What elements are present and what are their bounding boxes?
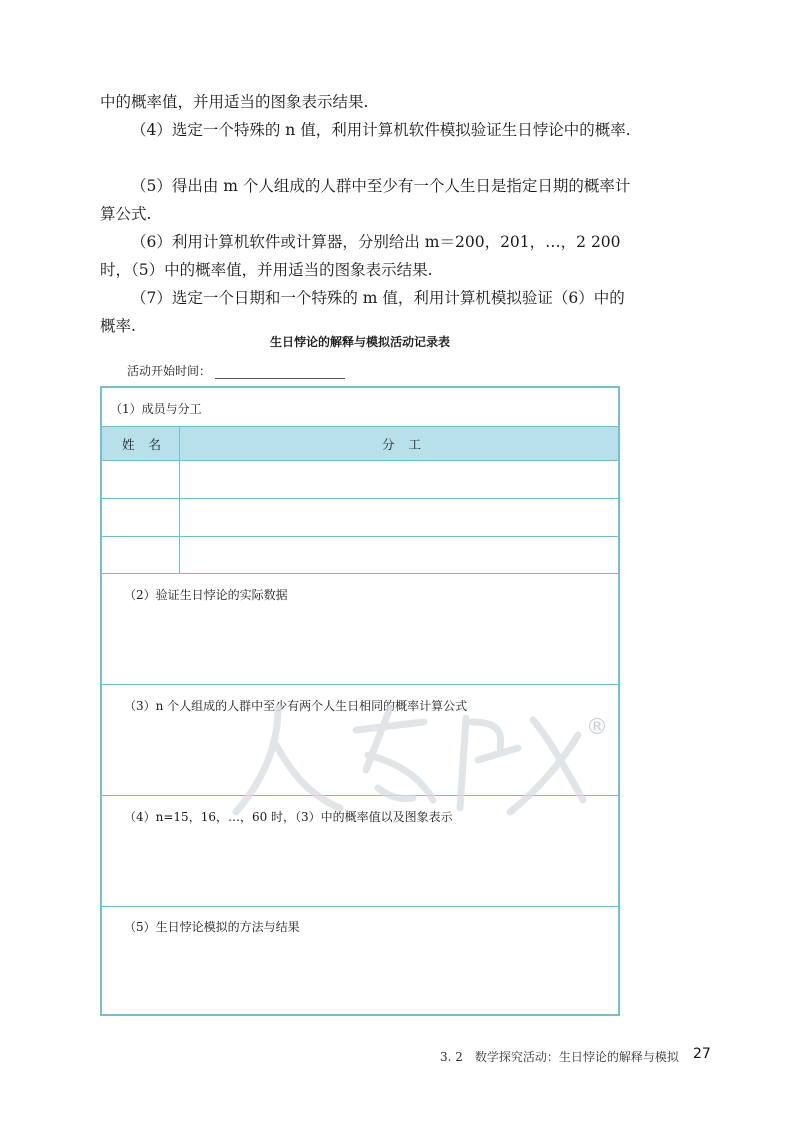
member-task-cell[interactable] (180, 537, 618, 573)
footer-section-title: 3. 2 数学探究活动：生日悖论的解释与模拟 (440, 1050, 679, 1064)
paragraph-continuation: 中的概率值，并用适当的图象表示结果. (100, 93, 369, 111)
start-time-field[interactable] (215, 366, 345, 379)
divider (102, 573, 618, 574)
start-time-label: 活动开始时间： (127, 364, 212, 378)
column-header-name: 姓名 (122, 437, 176, 452)
divider (102, 795, 618, 796)
registered-mark: ® (586, 715, 608, 740)
divider (102, 684, 618, 685)
record-form (100, 386, 620, 1016)
paragraph-step-4: （4）选定一个特殊的 n 值，利用计算机软件模拟验证生日悖论中的概率. (131, 121, 631, 139)
member-name-cell[interactable] (102, 461, 179, 498)
paragraph-step-7: （7）选定一个日期和一个特殊的 m 值，利用计算机模拟验证（6）中的概率. (100, 289, 625, 335)
member-task-cell[interactable] (180, 461, 618, 498)
divider (102, 906, 618, 907)
member-name-cell[interactable] (102, 499, 179, 536)
member-name-cell[interactable] (102, 537, 179, 573)
paragraph-step-6: （6）利用计算机软件或计算器，分别给出 m＝200，201，…，2 200 时，（5）中的概率值，并用适当的图象表示结果. (100, 233, 621, 279)
paragraph-step-5: （5）得出由 m 个人组成的人群中至少有一个人生日是指定日期的概率计算公式. (100, 177, 631, 223)
section2-title: （2）验证生日悖论的实际数据 (124, 588, 288, 602)
table-title: 生日悖论的解释与模拟活动记录表 (269, 335, 450, 349)
page-number: 27 (693, 1046, 711, 1062)
section4-title: （4）n=15，16，…，60 时，（3）中的概率值以及图象表示 (124, 810, 453, 824)
start-time-row (127, 362, 345, 379)
section5-title: （5）生日悖论模拟的方法与结果 (124, 920, 300, 934)
member-task-cell[interactable] (180, 499, 618, 536)
section3-title: （3）n 个人组成的人群中至少有两个人生日相同的概率计算公式 (124, 699, 468, 713)
section1-title: （1）成员与分工 (110, 402, 202, 416)
column-header-task: 分工 (382, 437, 436, 452)
